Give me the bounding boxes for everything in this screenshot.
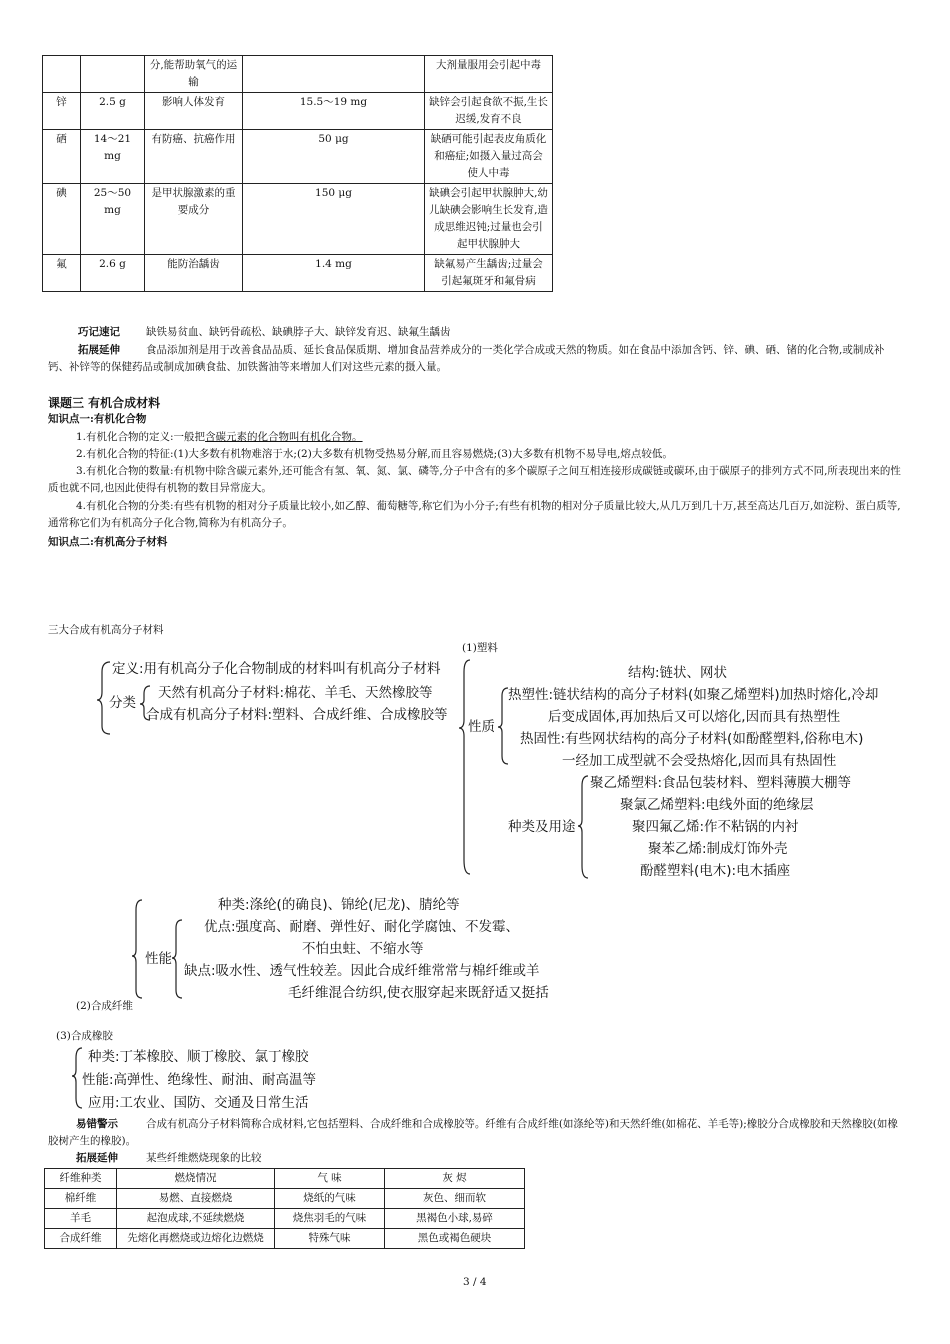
knowledge-point-2: 知识点二:有机高分子材料 <box>48 536 168 548</box>
table-header: 燃烧情况 <box>117 1169 275 1189</box>
table-header: 气 味 <box>275 1169 385 1189</box>
topic-title: 课题三 有机合成材料 <box>48 396 161 410</box>
item-1: 1.有机化合物的定义:一般把含碳元素的化合物叫有机化合物。 <box>76 431 363 443</box>
table-cell: 缺氟易产生龋齿;过量会引起氟斑牙和氟骨病 <box>425 255 553 292</box>
fiber-pro-line1: 优点:强度高、耐磨、弹性好、耐化学腐蚀、不发霉、 <box>204 919 520 935</box>
warning-label: 易错警示 <box>76 1118 118 1130</box>
fiber-pro-line2: 不怕虫蛀、不缩水等 <box>302 941 424 957</box>
brace-rubber <box>72 1048 82 1108</box>
thermoplastic-line1: 热塑性:链状结构的高分子材料(如聚乙烯塑料)加热时熔化,冷却 <box>508 687 879 703</box>
table-cell: 2.5 g <box>81 93 145 130</box>
nature-label: 性质 <box>468 719 495 735</box>
table-cell: 能防治龋齿 <box>145 255 243 292</box>
item-2: 2.有机化合物的特征:(1)大多数有机物难溶于水;(2)大多数有机物受热易分解,而且容易燃烧;(3)大多数有机物不易导电,熔点较低。 <box>76 448 673 460</box>
table-cell: 先熔化再燃烧或边熔化边燃烧 <box>117 1229 275 1249</box>
polymer-heading: 三大合成有机高分子材料 <box>48 624 164 636</box>
brace-uses <box>578 776 588 878</box>
use-item-1: 聚乙烯塑料:食品包装材料、塑料薄膜大棚等 <box>590 775 852 791</box>
brace-nature <box>498 688 508 764</box>
item-3: 3.有机化合物的数量:有机物中除含碳元素外,还可能含有氢、氧、氮、氯、磷等,分子中含有的多个碳原子之间互相连接形成碳链或碳环,由于碳原子的排列方式不同,所表现出来的性质也就不同,也因此使得有机物的数目异常庞大。 <box>48 465 901 494</box>
table-cell: 50 μg <box>243 130 425 184</box>
use-item-2: 聚氯乙烯塑料:电线外面的绝缘层 <box>620 797 814 813</box>
synthetic-polymer: 合成有机高分子材料:塑料、合成纤维、合成橡胶等 <box>146 707 448 723</box>
table-cell: 锌 <box>43 93 81 130</box>
table-cell: 14～21 mg <box>81 130 145 184</box>
fiber-title: (2)合成纤维 <box>76 1000 133 1012</box>
table-cell: 15.5～19 mg <box>243 93 425 130</box>
table-cell: 烧焦羽毛的气味 <box>275 1209 385 1229</box>
table-cell: 缺碘会引起甲状腺肿大,幼儿缺碘会影响生长发育,造成思维迟钝;过量也会引起甲状腺肿大 <box>425 184 553 255</box>
rubber-kinds: 种类:丁苯橡胶、顺丁橡胶、氯丁橡胶 <box>88 1049 309 1065</box>
uses-label: 种类及用途 <box>508 819 576 835</box>
table-cell: 棉纤维 <box>45 1189 117 1209</box>
rubber-properties: 性能:高弹性、绝缘性、耐油、耐高温等 <box>82 1072 317 1088</box>
natural-polymer: 天然有机高分子材料:棉花、羊毛、天然橡胶等 <box>158 685 433 701</box>
table-cell: 大剂量服用会引起中毒 <box>425 56 553 93</box>
table-cell: 黑褐色小球,易碎 <box>385 1209 525 1229</box>
rubber-applications: 应用:工农业、国防、交通及日常生活 <box>88 1095 309 1111</box>
table-cell: 影响人体发育 <box>145 93 243 130</box>
brace-plastic <box>459 660 470 874</box>
table-row <box>45 1209 525 1229</box>
table-cell: 150 μg <box>243 184 425 255</box>
fiber-con-line1: 缺点:吸水性、透气性较差。因此合成纤维常常与棉纤维或羊 <box>184 963 540 979</box>
warning-text: 合成有机高分子材料简称合成材料,它包括塑料、合成纤维和合成橡胶等。纤维有合成纤维(如涤纶等)和天然纤维(如棉花、羊毛等);橡胶分合成橡胶和天然橡胶(如橡胶树产生的橡胶)。 <box>48 1118 898 1147</box>
knowledge-point-1: 知识点一:有机化合物 <box>48 413 147 425</box>
brace-performance <box>172 920 182 998</box>
item-4: 4.有机化合物的分类:有些有机物的相对分子质量比较小,如乙醇、葡萄糖等,称它们为小分子;有些有机物的相对分子质量比较大,从几万到几十万,甚至高达几百万,如淀粉、蛋白质等,通常称它们为有机高分子化合物,简称为有机高分子。 <box>48 500 901 529</box>
performance-label: 性能 <box>145 951 172 967</box>
use-item-5: 酚醛塑料(电木):电木插座 <box>640 863 791 879</box>
table-cell: 分,能帮助氧气的运输 <box>145 56 243 93</box>
memo-text: 缺铁易贫血、缺钙骨疏松、缺碘脖子大、缺锌发育迟、缺氟生龋齿 <box>146 326 451 338</box>
table-cell: 烧纸的气味 <box>275 1189 385 1209</box>
table-cell: 缺锌会引起食欲不振,生长迟缓,发育不良 <box>425 93 553 130</box>
brace-fiber <box>132 900 142 998</box>
table-cell: 硒 <box>43 130 81 184</box>
table-cell: 灰色、细而软 <box>385 1189 525 1209</box>
fiber-con-line2: 毛纤维混合纺织,使衣服穿起来既舒适又挺括 <box>288 985 549 1001</box>
table-row <box>45 1189 525 1209</box>
table-cell: 羊毛 <box>45 1209 117 1229</box>
plastic-title: (1)塑料 <box>462 642 498 654</box>
fiber-kinds: 种类:涤纶(的确良)、锦纶(尼龙)、腈纶等 <box>218 897 460 913</box>
table-cell: 碘 <box>43 184 81 255</box>
table-cell: 2.6 g <box>81 255 145 292</box>
polymer-definition: 定义:用有机高分子化合物制成的材料叫有机高分子材料 <box>112 661 441 677</box>
thermoset-line2: 一经加工成型就不会受热熔化,因而具有热固性 <box>562 753 837 769</box>
fiber-burning-table <box>44 1168 525 1249</box>
table-cell: 黑色或褐色硬块 <box>385 1229 525 1249</box>
extend1-text: 食品添加剂是用于改善食品品质、延长食品保质期、增加食品营养成分的一类化学合成或天然的物质。如在食品中添加含钙、锌、碘、硒、锗的化合物,或制成补钙、补锌等的保健药品或制成加碘食盐、加铁酱油等来增加人们对这些元素的摄入量。 <box>48 344 885 373</box>
table-cell: 缺硒可能引起表皮角质化和癌症;如摄入量过高会使人中毒 <box>425 130 553 184</box>
rubber-title: (3)合成橡胶 <box>56 1030 113 1042</box>
table-cell: 25～50 mg <box>81 184 145 255</box>
table-cell: 合成纤维 <box>45 1229 117 1249</box>
table-cell: 特殊气味 <box>275 1229 385 1249</box>
thermoset-line1: 热固性:有些网状结构的高分子材料(如酚醛塑料,俗称电木) <box>520 731 864 747</box>
page-number: 3 / 4 <box>463 1276 487 1288</box>
extend2-label: 拓展延伸 <box>76 1152 118 1164</box>
table-header: 纤维种类 <box>45 1169 117 1189</box>
extend2-text: 某些纤维燃烧现象的比较 <box>146 1152 262 1164</box>
use-item-3: 聚四氟乙烯:作不粘锅的内衬 <box>632 819 799 835</box>
table-row <box>45 1229 525 1249</box>
use-item-4: 聚苯乙烯:制成灯饰外壳 <box>648 841 788 857</box>
table-cell: 1.4 mg <box>243 255 425 292</box>
plastic-structure: 结构:链状、网状 <box>628 665 728 681</box>
table-cell: 氟 <box>43 255 81 292</box>
table-cell: 易燃、直接燃烧 <box>117 1189 275 1209</box>
memo-label: 巧记速记 <box>78 326 120 338</box>
table-cell: 起泡成球,不延续燃烧 <box>117 1209 275 1229</box>
table-cell: 是甲状腺激素的重要成分 <box>145 184 243 255</box>
classification-label: 分类 <box>109 695 136 711</box>
thermoplastic-line2: 后变成固体,再加热后又可以熔化,因而具有热塑性 <box>548 709 841 725</box>
extend1-label: 拓展延伸 <box>78 344 120 356</box>
table-header: 灰 烬 <box>385 1169 525 1189</box>
table-cell: 有防癌、抗癌作用 <box>145 130 243 184</box>
